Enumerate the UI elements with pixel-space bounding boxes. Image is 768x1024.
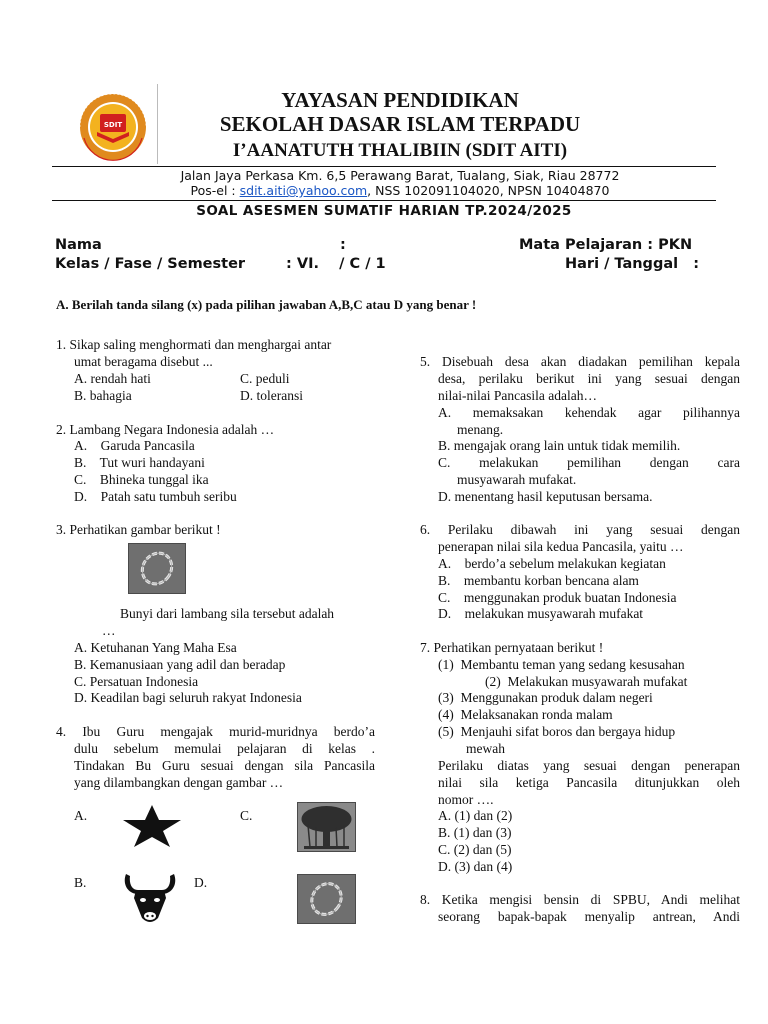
school-foundation: YAYASAN PENDIDIKAN bbox=[281, 88, 519, 112]
q6-option-a: A. berdo’a sebelum melakukan kegiatan bbox=[438, 556, 666, 571]
school-contact bbox=[155, 183, 645, 198]
star-icon bbox=[120, 803, 184, 849]
q7-option-d: D. (3) dan (4) bbox=[438, 859, 513, 874]
q3-line2: Bunyi dari lambang sila tersebut adalah bbox=[120, 606, 335, 621]
q5-option-a: A. memaksakan kehendak agar pilihannya bbox=[438, 405, 740, 420]
q7-statement-5: (5) Menjauhi sifat boros dan bergaya hidup bbox=[438, 724, 676, 739]
q6-line2: penerapan nilai sila kedua Pancasila, yaitu … bbox=[438, 539, 684, 554]
q5-option-c-cont: musyawarah mufakat. bbox=[457, 472, 577, 487]
chain-icon bbox=[298, 875, 355, 923]
chain-icon bbox=[129, 544, 185, 593]
school-address: Jalan Jaya Perkasa Km. 6,5 Perawang Barat, Tualang, Siak, Riau 28772 bbox=[180, 168, 620, 183]
school-ids: , NSS 102091104020, NPSN 10404870 bbox=[367, 183, 610, 198]
q7-prompt-line3: nomor …. bbox=[438, 792, 494, 807]
q3-option-d: D. Keadilan bagi seluruh rakyat Indonesia bbox=[74, 690, 302, 705]
q2-line1: 2. Lambang Negara Indonesia adalah … bbox=[56, 422, 275, 437]
q6-option-c: C. menggunakan produk buatan Indonesia bbox=[438, 590, 677, 605]
q4-option-b: B. bbox=[74, 875, 87, 890]
header-rule-top bbox=[52, 166, 716, 167]
header-rule-bottom bbox=[52, 200, 716, 201]
q1-option-a: A. rendah hati bbox=[74, 371, 151, 386]
instruction: A. Berilah tanda silang (x) pada pilihan jawaban A,B,C atau D yang benar ! bbox=[56, 297, 477, 312]
q3-line3: … bbox=[102, 623, 116, 638]
kelas-label: Kelas / Fase / Semester bbox=[55, 256, 246, 272]
q4-line1: 4. Ibu Guru mengajak murid-muridnya berdo’a bbox=[56, 724, 375, 739]
q7-option-c: C. (2) dan (5) bbox=[438, 842, 512, 857]
q6-option-b: B. membantu korban bencana alam bbox=[438, 573, 639, 588]
q8-line2: seorang bapak-bapak menyalip antrean, Andi bbox=[438, 909, 740, 924]
hari-label: Hari / Tanggal : bbox=[565, 256, 700, 272]
q7-prompt-line2: nilai sila ketiga Pancasila ditunjukkan oleh bbox=[438, 775, 740, 790]
q4-option-d: D. bbox=[194, 875, 208, 890]
q4-chain-image bbox=[297, 874, 356, 924]
q6-line1: 6. Perilaku dibawah ini yang sesuai dengan bbox=[420, 522, 740, 537]
nama-colon: : bbox=[340, 237, 346, 253]
q7-statement-5-cont: mewah bbox=[466, 741, 505, 756]
q5-option-a-cont: menang. bbox=[457, 422, 504, 437]
nama-label: Nama bbox=[55, 237, 102, 253]
q3-option-a: A. Ketuhanan Yang Maha Esa bbox=[74, 640, 237, 655]
q3-option-c: C. Persatuan Indonesia bbox=[74, 674, 199, 689]
q4-line2: dulu sebelum memulai pelajaran di kelas . bbox=[74, 741, 375, 756]
q4-star-image bbox=[120, 803, 184, 849]
email-prefix: Pos-el : bbox=[190, 183, 240, 198]
q4-option-c: C. bbox=[240, 808, 253, 823]
q7-option-b: B. (1) dan (3) bbox=[438, 825, 512, 840]
q5-option-b: B. mengajak orang lain untuk tidak memilih. bbox=[438, 438, 681, 453]
q1-line2: umat beragama disebut ... bbox=[74, 354, 213, 369]
q5-line2: desa, perilaku berikut ini yang sesuai dengan bbox=[438, 371, 740, 386]
q7-statement-1: (1) Membantu teman yang sedang kesusahan bbox=[438, 657, 685, 672]
q4-bull-image bbox=[120, 870, 180, 928]
q5-option-d: D. menentang hasil keputusan bersama. bbox=[438, 489, 653, 504]
q2-option-c: C. Bhineka tunggal ika bbox=[74, 472, 209, 487]
q2-option-a: A. Garuda Pancasila bbox=[74, 438, 195, 453]
kelas-value: : VI. / C / 1 bbox=[286, 256, 386, 272]
banyan-tree-icon bbox=[298, 803, 355, 851]
q3-chain-image bbox=[128, 543, 186, 594]
q2-option-b: B. Tut wuri handayani bbox=[74, 455, 205, 470]
q8-line1: 8. Ketika mengisi bensin di SPBU, Andi melihat bbox=[420, 892, 740, 907]
q3-line1: 3. Perhatikan gambar berikut ! bbox=[56, 522, 221, 537]
q5-option-c: C. melakukan pemilihan dengan cara bbox=[438, 455, 740, 470]
q1-option-b: B. bahagia bbox=[74, 388, 132, 403]
bull-head-icon bbox=[120, 870, 180, 928]
q4-option-a: A. bbox=[74, 808, 88, 823]
q3-option-b: B. Kemanusiaan yang adil dan beradap bbox=[74, 657, 286, 672]
exam-title: SOAL ASESMEN SUMATIF HARIAN TP.2024/2025 bbox=[196, 203, 572, 219]
q7-line1: 7. Perhatikan pernyataan berikut ! bbox=[420, 640, 604, 655]
q7-option-a: A. (1) dan (2) bbox=[438, 808, 513, 823]
school-short-name: I’AANATUTH THALIBIIN (SDIT AITI) bbox=[232, 140, 568, 161]
q4-line4: yang dilambangkan dengan gambar … bbox=[74, 775, 284, 790]
q1-line1: 1. Sikap saling menghormati dan menghargai antar bbox=[56, 337, 332, 352]
q7-statement-4: (4) Melaksanakan ronda malam bbox=[438, 707, 613, 722]
school-name: SEKOLAH DASAR ISLAM TERPADU bbox=[219, 112, 581, 136]
q4-tree-image bbox=[297, 802, 356, 852]
q5-line3: nilai-nilai Pancasila adalah… bbox=[438, 388, 597, 403]
q1-option-d: D. toleransi bbox=[240, 388, 303, 403]
email-link[interactable]: sdit.aiti@yahoo.com bbox=[239, 183, 368, 198]
svg-text:SDIT: SDIT bbox=[103, 121, 123, 129]
q7-statement-3: (3) Menggunakan produk dalam negeri bbox=[438, 690, 653, 705]
school-logo bbox=[70, 92, 156, 162]
q1-option-c: C. peduli bbox=[240, 371, 290, 386]
q7-statement-2: (2) Melakukan musyawarah mufakat bbox=[485, 674, 688, 689]
q5-line1: 5. Disebuah desa akan diadakan pemilihan kepala bbox=[420, 354, 740, 369]
q7-prompt-line1: Perilaku diatas yang sesuai dengan penerapan bbox=[438, 758, 740, 773]
q2-option-d: D. Patah satu tumbuh seribu bbox=[74, 489, 237, 504]
q4-line3: Tindakan Bu Guru sesuai dengan sila Pancasila bbox=[74, 758, 375, 773]
mapel-label: Mata Pelajaran : PKN bbox=[519, 237, 693, 253]
q6-option-d: D. melakukan musyawarah mufakat bbox=[438, 606, 644, 621]
